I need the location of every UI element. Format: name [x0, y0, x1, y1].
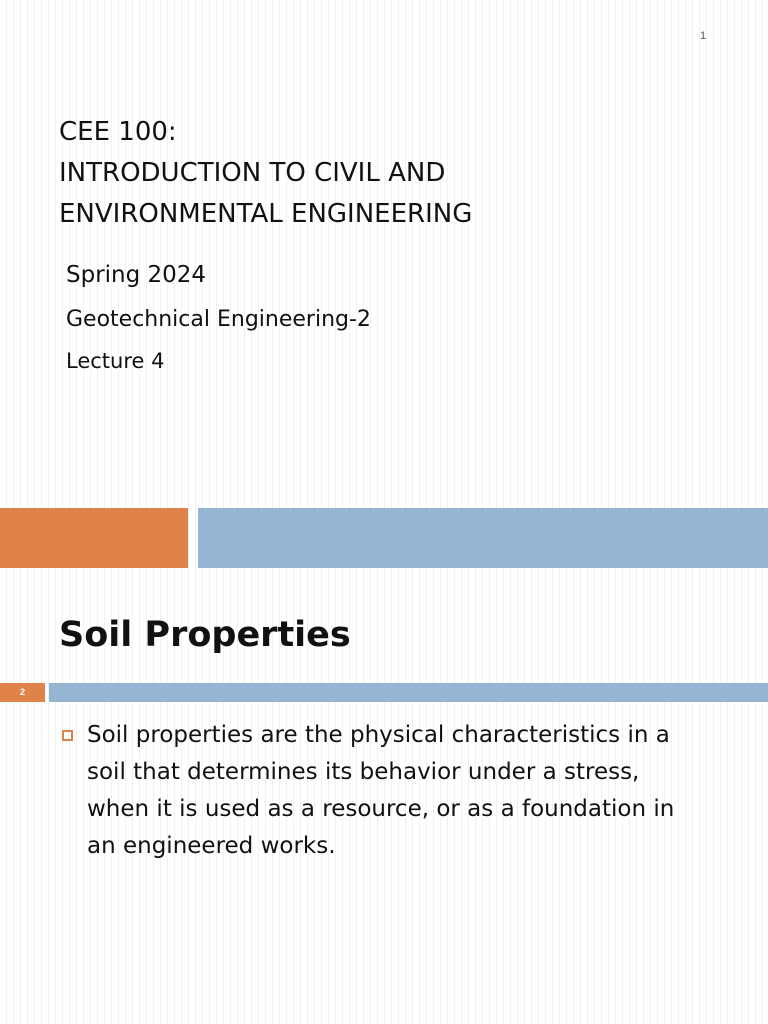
slide1-page-number: 1	[700, 30, 707, 42]
course-title	[59, 112, 472, 235]
bullet-text-line-1: Soil properties are the physical characteristics in a	[87, 722, 670, 748]
bullet-text-line-4: an engineered works.	[87, 833, 336, 859]
orange-accent-bar	[0, 508, 188, 568]
square-bullet-icon	[62, 730, 73, 741]
blue-accent-bar	[198, 508, 768, 568]
slide2-page-number-badge	[0, 683, 45, 702]
bullet-text-line-2: soil that determines its behavior under a stress,	[87, 759, 640, 785]
term-label: Spring 2024	[66, 262, 207, 288]
course-title-line-2: INTRODUCTION TO CIVIL AND	[59, 158, 446, 188]
slide2-title: Soil Properties	[59, 615, 351, 655]
topic-label: Geotechnical Engineering-2	[66, 307, 371, 332]
course-title-line-1: CEE 100:	[59, 117, 177, 147]
slide2-header-bar	[49, 683, 768, 702]
bullet-text-line-3: when it is used as a resource, or as a foundation in	[87, 796, 675, 822]
slide2-page-number: 2	[20, 687, 26, 697]
bullet-text	[87, 717, 727, 865]
lecture-label: Lecture 4	[66, 349, 165, 373]
course-title-line-3: ENVIRONMENTAL ENGINEERING	[59, 199, 473, 229]
